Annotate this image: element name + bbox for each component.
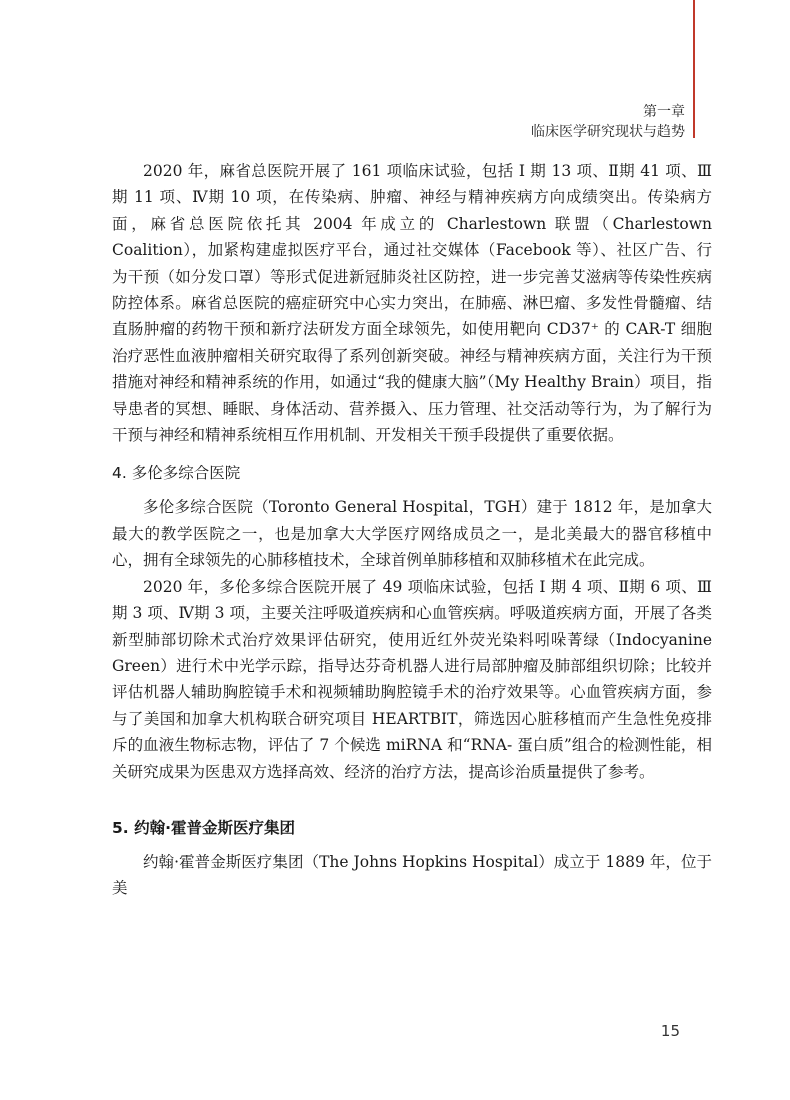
chapter-label: 第一章	[643, 104, 685, 120]
page-body	[112, 158, 712, 902]
section-heading-toronto: 4. 多伦多综合医院	[112, 464, 241, 483]
paragraph-mgh-trials: 2020 年，麻省总医院开展了 161 项临床试验，包括 I 期 13 项、Ⅱ期 41 项、Ⅲ期 11 项、Ⅳ期 10 项，在传染病、肿瘤、神经与精神疾病方向成绩突出。传染病方面，麻省总医院依托其 2004 年成立的 Charlestown 联盟（Charlestown Coalition），加紧构建虚拟医疗平台，通过社交媒体（Facebook 等）、社区广告、行为干预（如分发口罩）等形式促进新冠肺炎社区防控，进一步完善艾滋病等传染性疾病防控体系。麻省总医院的癌症研究中心实力突出，在肺癌、淋巴瘤、多发性骨髓瘤、结直肠肿瘤的药物干预和新疗法研发方面全球领先，如使用靶向 CD37⁺ 的 CAR-T 细胞治疗恶性血液肿瘤相关研究取得了系列创新突破。神经与精神疾病方面，关注行为干预措施对神经和精神系统的作用，如通过“我的健康大脑”（My Healthy Brain）项目，指导患者的冥想、睡眠、身体活动、营养摄入、压力管理、社交活动等行为，为了解行为干预与神经和精神系统相互作用机制、开发相关干预手段提供了重要依据。	[112, 162, 712, 445]
decorative-vertical-rule	[693, 0, 695, 138]
running-header	[531, 102, 685, 142]
paragraph-jhh-intro: 约翰·霍普金斯医疗集团（The Johns Hopkins Hospital）成立于 1889 年，位于美	[112, 852, 712, 898]
section-heading-johns-hopkins: 5. 约翰·霍普金斯医疗集团	[112, 818, 295, 837]
chapter-title: 临床医学研究现状与趋势	[531, 124, 685, 140]
paragraph-tgh-trials: 2020 年，多伦多综合医院开展了 49 项临床试验，包括 I 期 4 项、Ⅱ期 6 项、Ⅲ期 3 项、Ⅳ期 3 项，主要关注呼吸道疾病和心血管疾病。呼吸道疾病方面，开展了各类新型肺部切除术式治疗效果评估研究，使用近红外荧光染料吲哚菁绿（Indocyanine Green）进行术中光学示踪，指导达芬奇机器人进行局部肿瘤及肺部组织切除；比较并评估机器人辅助胸腔镜手术和视频辅助胸腔镜手术的治疗效果等。心血管疾病方面，参与了美国和加拿大机构联合研究项目 HEARTBIT，筛选因心脏移植而产生急性免疫排斥的血液生物标志物，评估了 7 个候选 miRNA 和“RNA- 蛋白质”组合的检测性能，相关研究成果为医患双方选择高效、经济的治疗方法，提高诊治质量提供了参考。	[112, 577, 712, 781]
paragraph-tgh-intro: 多伦多综合医院（Toronto General Hospital，TGH）建于 1812 年，是加拿大最大的教学医院之一，也是加拿大大学医疗网络成员之一，是北美最大的器官移植中心，拥有全球领先的心肺移植技术，全球首例单肺移植和双肺移植术在此完成。	[112, 498, 712, 570]
page-number: 15	[660, 1022, 680, 1040]
